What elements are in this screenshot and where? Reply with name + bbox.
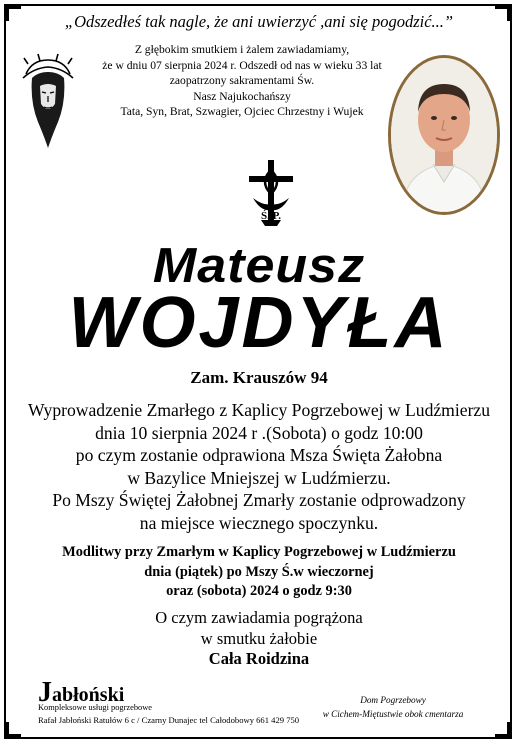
company-logo: Jabłoński bbox=[38, 677, 125, 708]
corner-ornament bbox=[6, 722, 21, 737]
closing-note bbox=[0, 608, 518, 670]
deceased-surname: WOJDYŁA bbox=[68, 283, 450, 363]
details-line: w Bazylice Mniejszej w Ludźmierzu. bbox=[127, 467, 391, 488]
closing-line: O czym zawiadamia pogrążona bbox=[155, 608, 363, 627]
deceased-first-name: Mateusz bbox=[152, 238, 366, 294]
details-line: dnia 10 sierpnia 2024 r .(Sobota) o godz 10:00 bbox=[95, 422, 423, 443]
deceased-address: Zam. Krauszów 94 bbox=[190, 368, 328, 387]
intro-line: zaopatrzony sakramentami Św. bbox=[169, 74, 315, 88]
prayer-schedule bbox=[0, 543, 518, 602]
funeral-home-location: w Cichem-Miętustwie obok cmentarza bbox=[322, 709, 464, 719]
company-address: Rafał Jabłoński Ratułów 6 c / Czarny Dunajec tel Całodobowy 661 429 750 bbox=[38, 715, 300, 725]
prayer-line: oraz (sobota) 2024 o godz 9:30 bbox=[166, 583, 352, 599]
details-line: Po Mszy Świętej Żałobnej Zmarły zostanie odprowadzony bbox=[52, 490, 466, 511]
funeral-details bbox=[0, 399, 518, 535]
details-line: na miejsce wiecznego spoczynku. bbox=[139, 512, 379, 533]
company-tagline: Kompleksowe usługi pogrzebowe bbox=[38, 703, 152, 712]
signed-by: Cała Roidzina bbox=[208, 649, 310, 668]
prayer-line: Modlitwy przy Zmarłym w Kaplicy Pogrzebowej w Ludźmierzu bbox=[62, 544, 456, 560]
christ-thorn-crown-icon bbox=[18, 52, 78, 152]
funeral-home bbox=[308, 693, 478, 721]
closing-line: w smutku żałobie bbox=[200, 628, 318, 648]
funeral-home-name: Dom Pogrzebowy bbox=[360, 695, 426, 705]
intro-line: Nasz Najukochańszy bbox=[193, 89, 291, 103]
portrait-photo bbox=[388, 55, 500, 215]
funeral-company bbox=[38, 677, 318, 725]
corner-ornament bbox=[495, 722, 510, 737]
intro-line: że w dniu 07 sierpnia 2024 r. Odszedł od nas w wieku 33 lat bbox=[102, 58, 382, 72]
intro-line: Tata, Syn, Brat, Szwagier, Ojciec Chrzestny i Wujek bbox=[120, 105, 364, 119]
details-line: Wyprowadzenie Zmarłego z Kaplicy Pogrzebowej w Ludźmierzu bbox=[27, 400, 491, 420]
announcement-intro bbox=[92, 42, 392, 120]
sp-mark: Ś. P. bbox=[260, 210, 282, 222]
prayer-line: dnia (piątek) po Mszy Ś.w wieczornej bbox=[144, 563, 374, 580]
details-line: po czym zostanie odprawiona Msza Święta Żałobna bbox=[75, 445, 443, 466]
intro-line: Z głębokim smutkiem i żalem zawiadamiamy, bbox=[134, 43, 350, 56]
epitaph-quote: „Odszedłeś tak nagle, że ani uwierzyć ,ani się pogodzić...” bbox=[64, 12, 454, 31]
portrait-image bbox=[391, 58, 497, 212]
